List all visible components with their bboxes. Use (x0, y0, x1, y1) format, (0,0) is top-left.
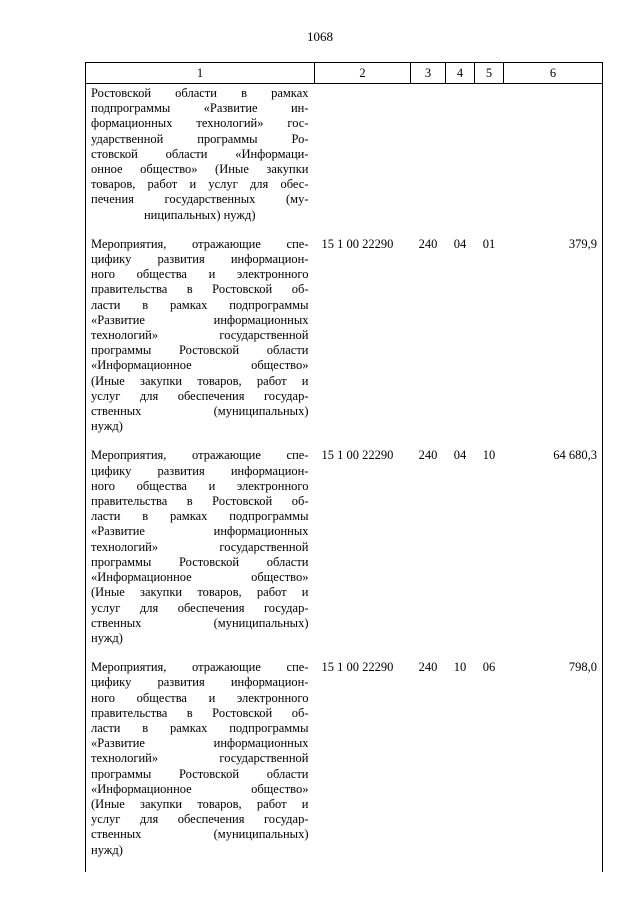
row-target-code (315, 84, 411, 237)
row-amount (504, 84, 603, 237)
header-col-4: 4 (446, 63, 475, 84)
description-line: ственных (муниципальных) (91, 404, 309, 419)
description-line: стовской области «Информаци- (91, 146, 309, 161)
table-row (86, 660, 603, 872)
row-amount: 798,0 (504, 660, 603, 872)
page-number: 1068 (307, 29, 333, 44)
row-subsection: 10 (482, 448, 496, 463)
budget-table (85, 62, 603, 872)
row-subsection: 01 (482, 236, 496, 251)
table-row (86, 237, 603, 449)
description-line: Ростовской области в рамках (91, 86, 309, 100)
description-line: ного общества и электронного (91, 690, 309, 705)
description-line: нужд) (91, 630, 123, 645)
row-target-code: 15 1 00 22290 (321, 236, 394, 251)
row-section: 04 (453, 448, 467, 463)
description-line: Мероприятия, отражающие спе- (91, 448, 309, 463)
header-col-1: 1 (86, 63, 315, 84)
row-description (86, 448, 315, 660)
row-section: 10 (453, 660, 467, 675)
row-description (86, 84, 315, 237)
header-col-5: 5 (475, 63, 504, 84)
row-target-code: 15 1 00 22290 (321, 660, 394, 675)
row-section: 04 (453, 236, 467, 251)
description-line: ного общества и электронного (91, 478, 309, 493)
description-line: услуг для обеспечения государ- (91, 812, 309, 827)
description-line: «Развитие информационных (91, 312, 309, 327)
description-line: программы Ростовской области (91, 554, 309, 569)
description-line: цифику развития информацион- (91, 675, 309, 690)
description-line: ственных (муниципальных) (91, 615, 309, 630)
description-line: ласти в рамках подпрограммы (91, 509, 309, 524)
description-line: ударственной программы Ро- (91, 131, 309, 146)
description-line: Мероприятия, отражающие спе- (91, 236, 309, 251)
description-line: нужд) (91, 842, 123, 857)
row-amount: 64 680,3 (504, 448, 603, 660)
description-line: подпрограммы «Развитие ин- (91, 101, 309, 116)
row-expense-type (411, 84, 446, 237)
row-target-code: 15 1 00 22290 (321, 448, 394, 463)
description-line: цифику развития информацион- (91, 463, 309, 478)
description-line: программы Ростовской области (91, 766, 309, 781)
description-line: ственных (муниципальных) (91, 827, 309, 842)
description-line: онное общество» (Иные закупки (91, 162, 309, 177)
table-header (86, 63, 603, 84)
table-body (86, 84, 603, 872)
row-subsection: 06 (482, 660, 496, 675)
description-line: товаров, работ и услуг для обес- (91, 177, 309, 192)
description-line: правительства в Ростовской об- (91, 494, 309, 509)
description-line: (Иные закупки товаров, работ и (91, 796, 309, 811)
table-row (86, 448, 603, 660)
description-line: правительства в Ростовской об- (91, 705, 309, 720)
table-row (86, 84, 603, 237)
description-line: формационных технологий» гос- (91, 116, 309, 131)
row-expense-type: 240 (418, 660, 438, 675)
row-section (446, 84, 475, 237)
description-line: ласти в рамках подпрограммы (91, 297, 309, 312)
description-line: нужд) (91, 419, 123, 434)
description-line: ласти в рамках подпрограммы (91, 720, 309, 735)
description-line: «Информационное общество» (91, 358, 309, 373)
description-line: (Иные закупки товаров, работ и (91, 585, 309, 600)
description-line: ниципальных) нужд) (143, 207, 256, 222)
row-description (86, 660, 315, 872)
description-line: технологий» государственной (91, 328, 309, 343)
description-line: правительства в Ростовской об- (91, 282, 309, 297)
description-line: услуг для обеспечения государ- (91, 600, 309, 615)
description-line: «Информационное общество» (91, 570, 309, 585)
description-line: печения государственных (му- (91, 192, 309, 207)
description-line: «Развитие информационных (91, 524, 309, 539)
description-line: услуг для обеспечения государ- (91, 388, 309, 403)
header-row (86, 63, 603, 84)
description-line: (Иные закупки товаров, работ и (91, 373, 309, 388)
row-amount: 379,9 (504, 237, 603, 449)
description-line: ного общества и электронного (91, 267, 309, 282)
description-line: «Развитие информационных (91, 736, 309, 751)
description-line: «Информационное общество» (91, 781, 309, 796)
header-col-2: 2 (315, 63, 411, 84)
description-line: технологий» государственной (91, 539, 309, 554)
description-line: программы Ростовской области (91, 343, 309, 358)
description-line: цифику развития информацион- (91, 252, 309, 267)
header-col-6: 6 (504, 63, 603, 84)
row-subsection (475, 84, 504, 237)
description-line: Мероприятия, отражающие спе- (91, 660, 309, 675)
row-expense-type: 240 (418, 448, 438, 463)
header-col-3: 3 (411, 63, 446, 84)
description-line: технологий» государственной (91, 751, 309, 766)
row-expense-type: 240 (418, 236, 438, 251)
row-description (86, 237, 315, 449)
